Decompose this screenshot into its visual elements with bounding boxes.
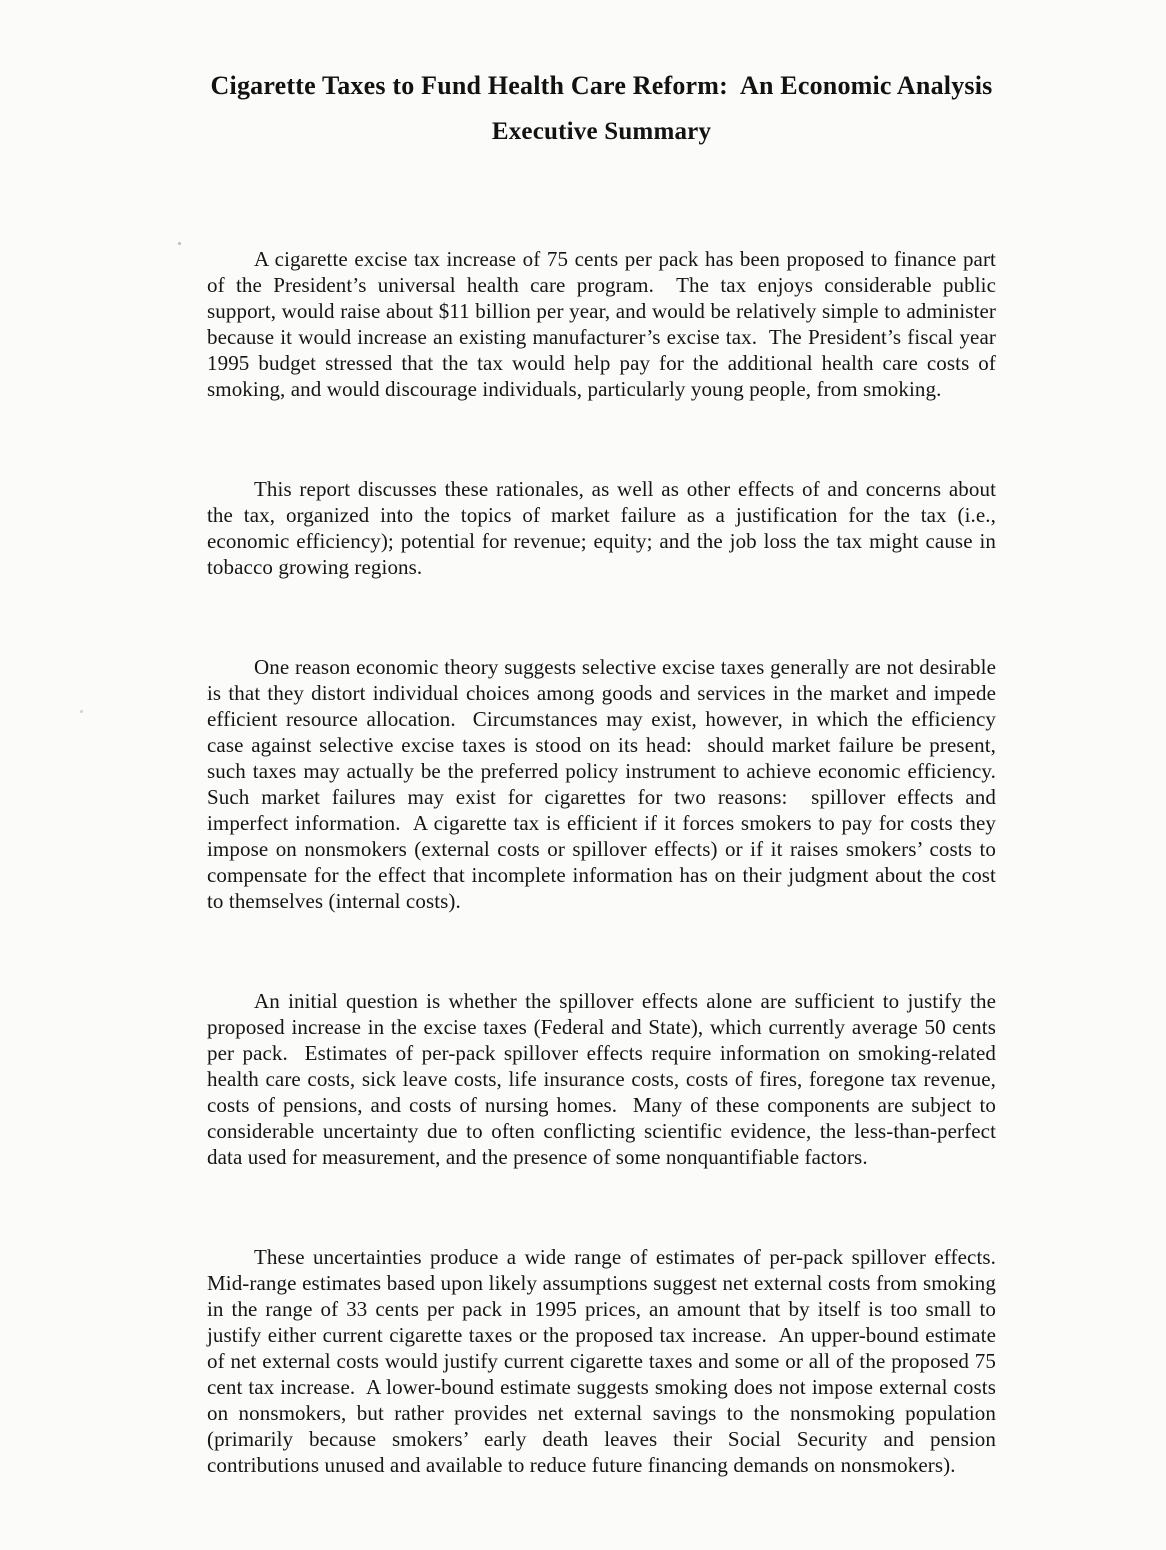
document-title: Cigarette Taxes to Fund Health Care Reform: An Economic Analysis bbox=[210, 71, 993, 100]
paragraph-5: These uncertainties produce a wide range of estimates of per-pack spillover effects. Mid-range estimates based upon likely assumptions suggest net external costs from smoking in the range of 33 cents per pack in 1995 prices, an amount that by itself is too small to justify either current cigarette taxes or the proposed tax increase. An upper-bound estimate of net external costs would justify current cigarette taxes and some or all of the proposed 75 cent tax increase. A lower-bound estimate suggests smoking does not impose external costs on nonsmokers, but rather provides net external savings to the nonsmoking population (primarily because smokers’ early death leaves their Social Security and pension contributions unused and available to reduce future financing demands on nonsmokers). bbox=[207, 1245, 1007, 1477]
paragraph-2: This report discusses these rationales, as well as other effects of and concerns about the tax, organized into the topics of market failure as a justification for the tax (i.e., economic efficiency); potential for revenue; equity; and the job loss the tax might cause in tobacco growing regions. bbox=[207, 477, 1002, 579]
scan-speck bbox=[178, 242, 181, 245]
document-body bbox=[207, 194, 1007, 1530]
paragraph-4: An initial question is whether the spillover effects alone are sufficient to justify the proposed increase in the excise taxes (Federal and State), which currently average 50 cents per pack. Estimates of per-pack spillover effects require information on smoking-related health care costs, sick leave costs, life insurance costs, costs of fires, foregone tax revenue, costs of pensions, and costs of nursing homes. Many of these components are subject to considerable uncertainty due to often conflicting scientific evidence, the less-than-perfect data used for measurement, and the presence of some nonquantifiable factors. bbox=[207, 989, 1002, 1169]
paragraph-1: A cigarette excise tax increase of 75 cents per pack has been proposed to finance part of the President’s universal health care program. The tax enjoys considerable public support, would raise about $11 billion per year, and would be relatively simple to administer because it would increase an existing manufacturer’s excise tax. The President’s fiscal year 1995 budget stressed that the tax would help pay for the additional health care costs of smoking, and would discourage individuals, particularly young people, from smoking. bbox=[207, 247, 1002, 401]
document-subtitle: Executive Summary bbox=[491, 118, 712, 145]
page-content bbox=[207, 66, 1007, 1530]
paragraph-3: One reason economic theory suggests selective excise taxes generally are not desirable is that they distort individual choices among goods and services in the market and impede efficient resource allocation. Circumstances may exist, however, in which the efficiency case against selective excise taxes is stood on its head: should market failure be present, such taxes may actually be the preferred policy instrument to achieve economic efficiency. Such market failures may exist for cigarettes for two reasons: spillover effects and imperfect information. A cigarette tax is efficient if it forces smokers to pay for costs they impose on nonsmokers (external costs or spillover effects) or if it raises smokers’ costs to compensate for the effect that incomplete information has on their judgment about the cost to themselves (internal costs). bbox=[207, 655, 1007, 913]
scan-speck bbox=[80, 710, 83, 713]
